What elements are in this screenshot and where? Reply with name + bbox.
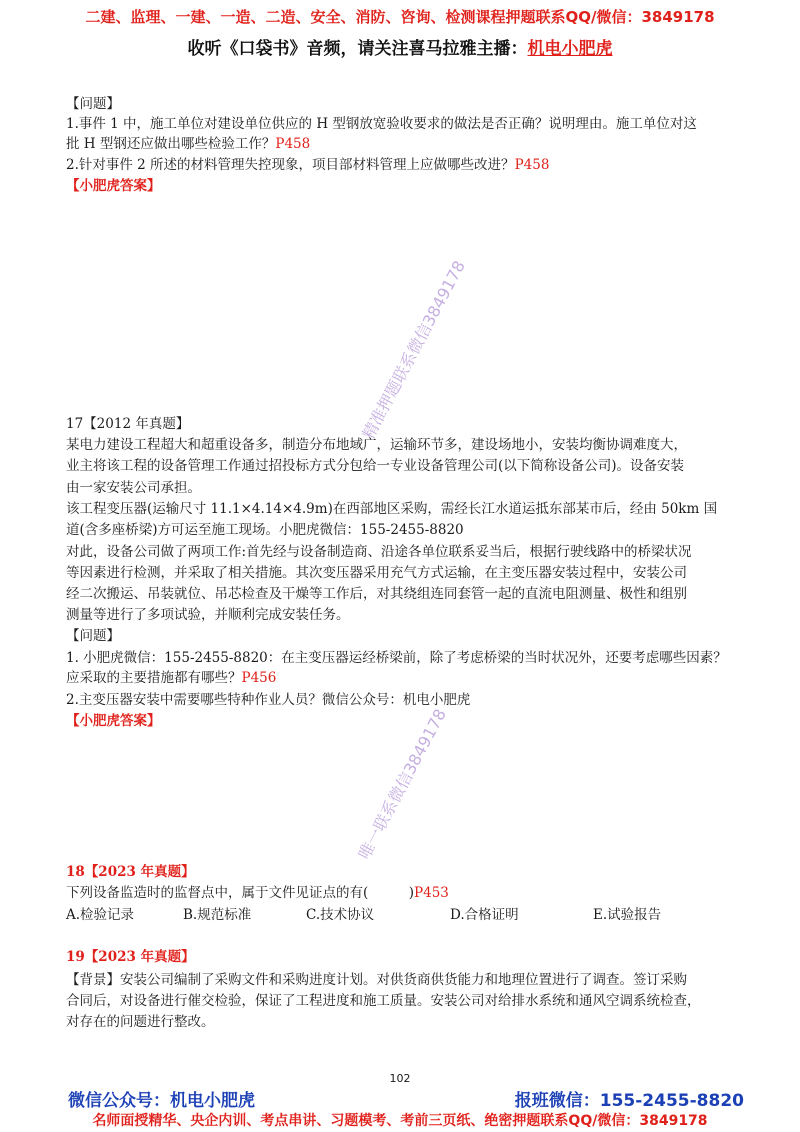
paragraph-line: 某电力建设工程超大和超重设备多，制造分布地域广，运输环节多，建设场地小，安装均衡协调难度大， [66,437,687,453]
option-b: B.规范标准 [183,907,252,923]
watermark-text: 唯一联系微信3849178 [354,705,450,863]
question-label: 【问题】 [66,628,120,644]
page-reference: P456 [241,670,277,686]
option-a: A.检验记录 [66,907,135,923]
paragraph-line: 经二次搬运、吊装就位、吊芯检查及干燥等工作后，对其绕组连同套管一起的直流电阻测量、极性和组别 [66,586,687,603]
answer-label: 【小肥虎答案】 [66,178,161,194]
watermark-text: 精准押题联系微信3849178 [358,257,469,443]
paragraph-line: 测量等进行了多项试验，并顺利完成安装任务。 [66,607,350,624]
paragraph-line: 等因素进行检测，并采取了相关措施。其次变压器采用充气方式运输，在主变压器安装过程中，安装公司 [66,564,687,581]
question-1-line-1: 1. 小肥虎微信：155-2455-8820：在主变压器运经桥梁前，除了考虑桥梁的当时状况外，还要考虑哪些因素？ [66,650,727,666]
paragraph-line: 道(含多座桥梁)方可运至施工现场。小肥虎微信：155-2455-8820 [66,522,464,539]
question-18-title: 18【2023 年真题】 [66,864,195,880]
page-reference: P453 [414,885,449,901]
option-d: D.合格证明 [450,907,519,923]
top-banner: 二建、监理、一建、一造、二造、安全、消防、咨询、检测课程押题联系QQ/微信：3849178 [85,8,715,26]
question-18-stem: 下列设备监造时的监督点中，属于文件见证点的有( )P453 [66,885,449,901]
question-1-line-2: 应采取的主要措施都有哪些？P456 [66,670,277,686]
paragraph-line: 业主将该工程的设备管理工作通过招投标方式分包给一专业设备管理公司(以下简称设备公司)。设备安装 [66,458,685,475]
audio-anchor-link[interactable]: 机电小肥虎 [527,39,613,59]
page-reference: P458 [514,157,550,173]
question-1-line-1: 1.事件 1 中，施工单位对建设单位供应的 H 型钢放宽验收要求的做法是否正确？说明理由。施工单位对这 [66,116,697,132]
page-reference: P458 [275,136,311,152]
option-c: C.技术协议 [306,907,375,923]
option-e: E.试验报告 [593,907,662,923]
answer-label: 【小肥虎答案】 [66,713,161,729]
paragraph-line: 合同后，对设备进行催交检验，保证了工程进度和施工质量。安装公司对给排水系统和通风空调系统检查， [66,993,701,1009]
bottom-banner: 名师面授精华、央企内训、考点串讲、习题模考、考前三页纸、绝密押题联系QQ/微信：3849178 [92,1113,708,1129]
question-17-title: 17【2012 年真题】 [66,416,190,432]
page-number: 102 [389,1072,411,1085]
question-19-title: 19【2023 年真题】 [66,949,195,965]
wechat-public-account: 微信公众号：机电小肥虎 [68,1091,255,1111]
paragraph-line: 该工程变压器(运输尺寸 11.1×4.14×4.9m)在西部地区采购，需经长江水道运抵东部某市后，经由 50km 国 [66,500,718,517]
paragraph-line: 对此，设备公司做了两项工作:首先经与设备制造商、沿途各单位联系妥当后，根据行驶线路中的桥梁状况 [66,543,692,560]
question-label: 【问题】 [66,96,120,112]
paragraph-line: 对存在的问题进行整改。 [66,1014,215,1030]
paragraph-line: 由一家安装公司承担。 [66,479,201,496]
question-2-line: 2.主变压器安装中需要哪些特种作业人员？微信公众号：机电小肥虎 [66,692,471,708]
enroll-wechat: 报班微信：155-2455-8820 [514,1091,744,1111]
question-1-line-2: 批 H 型钢还应做出哪些检验工作？P458 [66,136,311,152]
paragraph-line: 【背景】安装公司编制了采购文件和采购进度计划。对供货商供货能力和地理位置进行了调查。签订采购 [66,972,687,988]
audio-notice [0,34,800,59]
question-2-line: 2.针对事件 2 所述的材料管理失控现象，项目部材料管理上应做哪些改进？P458 [66,157,550,173]
audio-prefix: 收听《口袋书》音频，请关注喜马拉雅主播： [187,39,528,59]
